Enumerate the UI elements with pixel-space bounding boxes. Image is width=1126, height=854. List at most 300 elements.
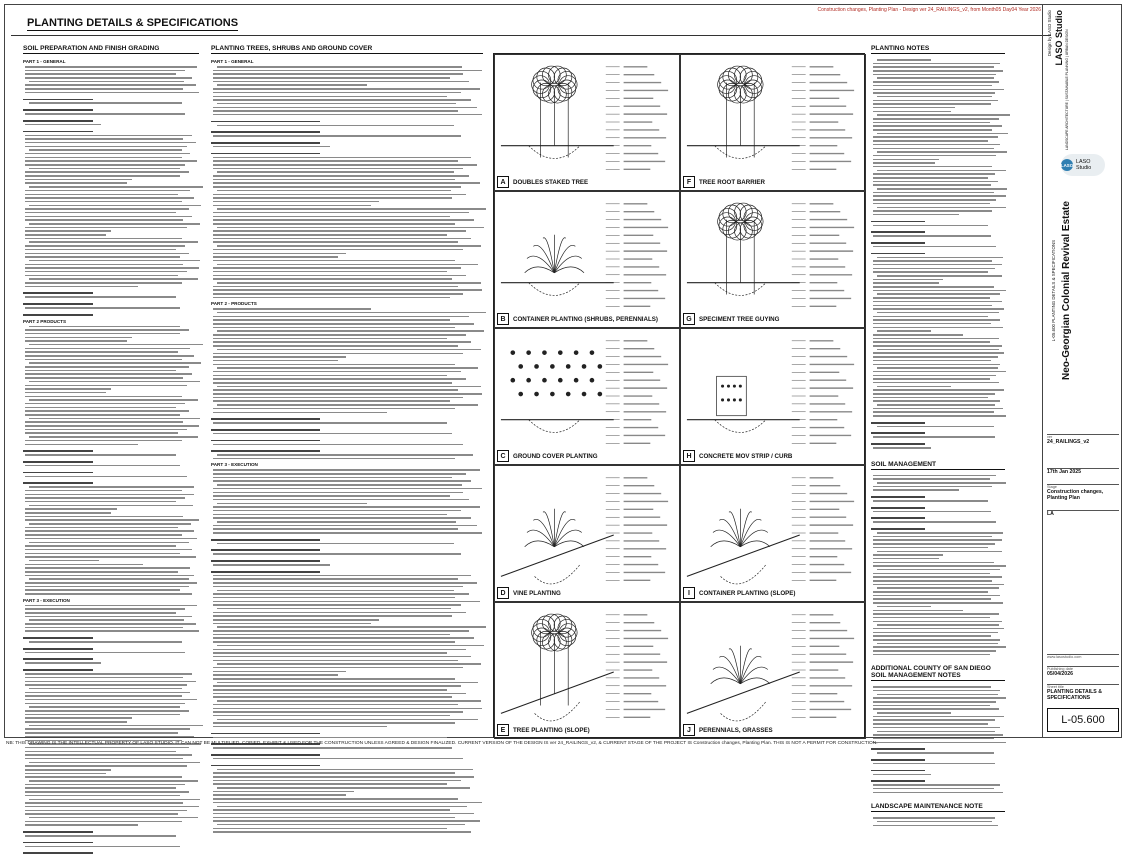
- spec-text-line: [217, 125, 454, 127]
- spec-text-line: [873, 646, 1006, 648]
- spec-text-line: [25, 501, 176, 503]
- detail-drawing: [681, 603, 865, 738]
- spec-text-line: [217, 454, 473, 456]
- spec-text-line: [873, 122, 990, 124]
- spec-text-line: [211, 121, 320, 123]
- spec-text-line: [23, 648, 93, 650]
- spec-text-line: [25, 699, 197, 701]
- spec-text-line: [217, 66, 462, 68]
- spec-text-line: [25, 824, 138, 826]
- detail-drawing: [681, 55, 865, 190]
- spec-text-line: [213, 831, 471, 833]
- detail-caption: [497, 450, 598, 462]
- spec-text-line: [213, 356, 346, 358]
- spec-text-line: [29, 523, 191, 525]
- detail-letter: C: [497, 450, 509, 462]
- spec-text-line: [213, 201, 379, 203]
- spec-text-line: [213, 341, 471, 343]
- spec-text-line: [213, 671, 346, 673]
- spec-text-line: [25, 333, 180, 335]
- spec-text-line: [873, 500, 988, 502]
- spec-text-line: [25, 92, 199, 94]
- spec-text-line: [217, 330, 484, 332]
- spec-text-line: [25, 249, 176, 251]
- sheet-number: L-05.600: [1047, 708, 1119, 732]
- spec-text-line: [213, 267, 461, 269]
- spec-text-line: [25, 556, 196, 558]
- spec-text-line: [29, 486, 194, 488]
- spec-text-line: [873, 235, 991, 237]
- spec-text-line: [873, 635, 991, 637]
- spec-text-line: [25, 673, 192, 675]
- spec-text-line: [871, 759, 925, 761]
- spec-text-line: [877, 170, 1006, 172]
- spec-text-line: [873, 92, 995, 94]
- spec-text-line: [213, 241, 458, 243]
- maintenance-note-text: [871, 817, 1005, 826]
- spec-text-line: [873, 436, 995, 438]
- spec-text-line: [25, 403, 185, 405]
- spec-text-line: [217, 521, 456, 523]
- spec-text-line: [217, 663, 481, 665]
- spec-text-line: [217, 824, 465, 826]
- detail-ground-cover-planting: [494, 328, 680, 465]
- logo-text: LASO Studio: [1076, 159, 1092, 171]
- spec-text-line: [29, 641, 182, 643]
- spec-text-line: [211, 142, 320, 144]
- spec-text-line: [871, 507, 925, 509]
- spec-text-line: [873, 788, 994, 790]
- spec-text-line: [213, 327, 455, 329]
- spec-text-line: [29, 399, 198, 401]
- spec-text-line: [25, 586, 189, 588]
- spec-text-line: [873, 742, 1006, 744]
- spec-text-line: [877, 312, 999, 314]
- spec-text-line: [873, 246, 996, 248]
- spec-text-line: [213, 293, 463, 295]
- spec-text-line: [25, 138, 183, 140]
- spec-text-line: [211, 539, 320, 541]
- spec-text-line: [213, 182, 480, 184]
- detail-drawing: [495, 55, 679, 190]
- version-label: ver: [1047, 435, 1053, 439]
- spec-text-line: [873, 602, 1003, 604]
- spec-text-line: [23, 120, 93, 122]
- spec-text-line: [29, 344, 203, 346]
- spec-text-line: [29, 799, 200, 801]
- spec-text-line: [873, 547, 988, 549]
- spec-text-line: [213, 783, 447, 785]
- detail-drawing: [681, 192, 865, 327]
- spec-text-line: [25, 264, 183, 266]
- spec-text-line: [25, 684, 187, 686]
- spec-text-line: [213, 667, 463, 669]
- spec-text-line: [217, 282, 481, 284]
- spec-text-line: [213, 433, 452, 435]
- spec-text-line: [25, 164, 185, 166]
- detail-name: CONCRETE MOV STRIP / CURB: [699, 452, 793, 460]
- spec-text-line: [29, 418, 200, 420]
- spec-text-line: [25, 821, 182, 823]
- spec-text-line: [213, 186, 461, 188]
- date-box: [1047, 468, 1119, 482]
- sheet-title-box: [1047, 684, 1119, 706]
- spec-text-line: [213, 271, 447, 273]
- spec-text-line: [213, 578, 458, 580]
- spec-text-line: [217, 264, 478, 266]
- spec-text-line: [213, 506, 480, 508]
- spec-text-line: [873, 100, 998, 102]
- spec-text-line: [213, 586, 463, 588]
- detail-drawing: [495, 603, 679, 738]
- spec-text-line: [25, 425, 199, 427]
- spec-text-line: [25, 271, 187, 273]
- spec-text-line: [873, 125, 1002, 127]
- spec-text-line: [873, 155, 996, 157]
- spec-text-line: [25, 77, 192, 79]
- stage-label: Stage: [1047, 485, 1057, 489]
- spec-text-line: [25, 652, 185, 654]
- spec-text-line: [873, 697, 1006, 699]
- spec-text-line: [873, 173, 995, 175]
- spec-text-line: [25, 516, 183, 518]
- spec-text-line: [25, 630, 199, 632]
- footer-disclaimer: NB: THIS DRAWING IS THE INTELLECTUAL PROPERTY OF LASO STUDIO. IT CAN NOT BE MULTIPLIED, COPIED, EXHIBIT & USED FOR THE CONSTRUCTION UNLESS AGREED & DESIGN FINALIZED. CURRENT VERSION OF THE DESIGN IS ver 24_RAILINGS_v2, & CURRENT STAGE OF THE PROJECT IS Construction changes, Planting Plan. THIS IS NOT A PERMIT FOR CONSTRUCTION.: [6, 741, 878, 746]
- detail-name: CONTAINER PLANTING (SLOPE): [699, 589, 796, 597]
- detail-letter: B: [497, 313, 509, 325]
- spec-text-line: [873, 214, 959, 216]
- spec-text-line: [213, 360, 338, 362]
- spec-text-line: [873, 352, 1004, 354]
- title-divider: [11, 35, 1051, 36]
- spec-text-line: [217, 227, 484, 229]
- publish-date-label: Publishing date: [1047, 667, 1073, 671]
- spec-text-line: [25, 497, 185, 499]
- county-soil-notes-heading: ADDITIONAL COUNTY OF SAN DIEGO SOIL MANAGEMENT NOTES: [871, 665, 1005, 681]
- spec-text-line: [873, 103, 991, 105]
- spec-text-line: [25, 534, 182, 536]
- detail-container-planting-slope: [680, 465, 866, 602]
- spec-text-line: [213, 219, 474, 221]
- spec-text-line: [213, 308, 371, 310]
- spec-text-line: [873, 536, 992, 538]
- spec-text-line: [213, 297, 450, 299]
- spec-text-line: [25, 545, 176, 547]
- spec-text-line: [25, 806, 199, 808]
- spec-text-line: [25, 508, 117, 510]
- spec-text-line: [873, 159, 939, 161]
- spec-text-line: [877, 606, 931, 608]
- spec-text-line: [25, 813, 178, 815]
- spec-text-line: [877, 404, 995, 406]
- spec-text-line: [211, 560, 320, 562]
- website: www.lasostudio.com: [1047, 655, 1082, 659]
- spec-text-line: [25, 512, 111, 514]
- spec-text-line: [25, 612, 176, 614]
- spec-text-line: [25, 553, 180, 555]
- spec-text-line: [25, 234, 106, 236]
- spec-text-line: [25, 396, 182, 398]
- spec-text-line: [213, 400, 450, 402]
- planting-part-1-heading: PART 1 - GENERAL: [211, 59, 254, 64]
- spec-text-line: [873, 195, 1006, 197]
- spec-text-line: [873, 701, 996, 703]
- spec-text-line: [211, 754, 320, 756]
- spec-text-line: [211, 765, 320, 767]
- spec-text-line: [25, 373, 192, 375]
- spec-text-line: [29, 362, 201, 364]
- location-box: [1047, 510, 1119, 524]
- spec-text-line: [873, 763, 995, 765]
- spec-text-line: [213, 212, 469, 214]
- spec-text-line: [877, 330, 931, 332]
- spec-text-line: [25, 84, 196, 86]
- spec-text-line: [873, 66, 994, 68]
- spec-text-line: [873, 686, 991, 688]
- spec-text-line: [873, 290, 1006, 292]
- detail-letter: F: [683, 176, 695, 188]
- spec-text-line: [25, 286, 138, 288]
- spec-text-line: [873, 632, 998, 634]
- spec-text-line: [873, 774, 931, 776]
- spec-text-line: [213, 510, 461, 512]
- spec-text-line: [873, 268, 995, 270]
- spec-text-line: [213, 70, 482, 72]
- spec-text-line: [25, 728, 190, 730]
- spec-text-line: [217, 349, 481, 351]
- spec-text-line: [213, 597, 455, 599]
- spec-text-line: [23, 669, 93, 671]
- spec-text-line: [877, 349, 999, 351]
- spec-text-line: [213, 175, 469, 177]
- detail-caption: [497, 313, 658, 325]
- detail-drawing: [495, 329, 679, 464]
- spec-text-line: [25, 421, 183, 423]
- spec-text-line: [873, 140, 988, 142]
- detail-perennials-grasses: [680, 602, 866, 739]
- spec-text-line: [213, 249, 463, 251]
- spec-text-line: [873, 613, 999, 615]
- location-value: LA: [1047, 511, 1054, 517]
- detail-letter: H: [683, 450, 695, 462]
- detail-drawing: [495, 192, 679, 327]
- spec-text-line: [25, 351, 178, 353]
- spec-text-line: [213, 397, 463, 399]
- spec-text-line: [213, 528, 458, 530]
- spec-text-line: [213, 216, 450, 218]
- spec-text-line: [213, 114, 482, 116]
- spec-text-line: [29, 149, 182, 151]
- spec-text-line: [873, 364, 1000, 366]
- spec-text-line: [873, 81, 999, 83]
- spec-text-line: [23, 658, 93, 660]
- spec-text-line: [25, 190, 190, 192]
- detail-caption: [683, 450, 792, 462]
- spec-text-line: [873, 486, 992, 488]
- spec-text-line: [213, 135, 461, 137]
- spec-text-line: [25, 113, 185, 115]
- spec-text-line: [873, 286, 994, 288]
- website-box: [1047, 654, 1119, 664]
- spec-text-line: [25, 348, 190, 350]
- spec-text-line: [25, 153, 190, 155]
- spec-text-line: [213, 408, 455, 410]
- spec-text-line: [213, 477, 452, 479]
- spec-text-line: [29, 780, 198, 782]
- spec-text-line: [213, 338, 447, 340]
- spec-text-line: [873, 184, 991, 186]
- spec-text-line: [213, 828, 447, 830]
- soil-part-2-heading: PART 2 PRODUCTS: [23, 318, 67, 324]
- spec-text-line: [873, 447, 931, 449]
- spec-text-line: [211, 429, 320, 431]
- spec-text-line: [873, 591, 988, 593]
- spec-text-line: [873, 162, 935, 164]
- spec-text-line: [873, 650, 996, 652]
- planting-notes-heading: PLANTING NOTES: [871, 45, 1005, 54]
- spec-text-line: [871, 231, 925, 233]
- spec-text-line: [25, 758, 183, 760]
- spec-text-line: [25, 564, 143, 566]
- spec-text-line: [213, 715, 450, 717]
- spec-text-line: [25, 73, 176, 75]
- spec-text-line: [25, 340, 127, 342]
- spec-text-line: [213, 234, 447, 236]
- spec-text-line: [211, 733, 320, 735]
- spec-text-line: [873, 639, 1000, 641]
- spec-text-line: [213, 389, 458, 391]
- spec-text-line: [213, 623, 371, 625]
- spec-text-line: [25, 582, 197, 584]
- spec-text-line: [25, 490, 182, 492]
- spec-text-line: [877, 482, 1006, 484]
- spec-text-line: [871, 496, 925, 498]
- detail-name: GROUND COVER PLANTING: [513, 452, 598, 460]
- spec-text-line: [873, 181, 998, 183]
- spec-text-line: [213, 253, 346, 255]
- detail-drawing: [681, 329, 865, 464]
- spec-text-line: [25, 751, 176, 753]
- spec-text-line: [213, 88, 480, 90]
- spec-text-line: [213, 256, 338, 258]
- spec-text-line: [217, 787, 470, 789]
- soil-part-1-text: [23, 66, 199, 316]
- spec-text-line: [25, 465, 180, 467]
- spec-text-line: [213, 649, 466, 651]
- spec-text-line: [873, 400, 1000, 402]
- spec-text-line: [213, 802, 482, 804]
- detail-name: SPECIMENT TREE GUYING: [699, 315, 780, 323]
- spec-text-line: [871, 528, 925, 530]
- spec-text-line: [29, 560, 99, 562]
- spec-text-line: [873, 378, 990, 380]
- spec-text-line: [873, 89, 1004, 91]
- spec-text-line: [25, 337, 132, 339]
- spec-text-line: [877, 133, 1008, 135]
- spec-text-line: [873, 356, 998, 358]
- detail-name: TREE ROOT BARRIER: [699, 178, 766, 186]
- spec-text-line: [217, 312, 486, 314]
- spec-text-line: [213, 197, 452, 199]
- spec-text-line: [213, 179, 455, 181]
- spec-text-line: [217, 484, 462, 486]
- spec-text-line: [217, 682, 478, 684]
- spec-text-line: [217, 103, 456, 105]
- spec-text-line: [25, 494, 194, 496]
- spec-text-line: [873, 784, 1000, 786]
- spec-text-line: [213, 772, 455, 774]
- spec-text-line: [25, 732, 178, 734]
- detail-name: VINE PLANTING: [513, 589, 561, 597]
- spec-text-line: [873, 825, 998, 827]
- spec-text-line: [213, 92, 461, 94]
- spec-text-line: [877, 752, 994, 754]
- design-date: 17th Jan 2025: [1047, 469, 1082, 475]
- spec-text-line: [213, 375, 447, 377]
- soil-part-3-text: [23, 605, 199, 854]
- spec-text-line: [213, 289, 482, 291]
- spec-text-line: [873, 584, 1004, 586]
- spec-text-line: [25, 219, 183, 221]
- spec-text-line: [871, 780, 925, 782]
- spec-text-line: [213, 319, 450, 321]
- spec-text-line: [25, 721, 127, 723]
- spec-text-line: [23, 482, 93, 484]
- spec-text-line: [873, 475, 996, 477]
- spec-text-line: [877, 188, 1007, 190]
- spec-text-line: [213, 238, 471, 240]
- spec-text-line: [217, 769, 473, 771]
- spec-text-line: [25, 714, 180, 716]
- spec-text-line: [213, 582, 477, 584]
- spec-text-line: [873, 628, 1004, 630]
- spec-text-line: [213, 685, 461, 687]
- spec-text-line: [873, 199, 996, 201]
- spec-text-line: [213, 780, 461, 782]
- spec-text-line: [871, 443, 925, 445]
- spec-text-line: [25, 135, 192, 137]
- spec-text-line: [25, 575, 194, 577]
- planting-details-grid: [493, 53, 865, 738]
- spec-text-line: [873, 360, 991, 362]
- spec-text-line: [213, 726, 387, 728]
- spec-text-line: [213, 514, 447, 516]
- spec-text-line: [25, 454, 176, 456]
- spec-text-line: [25, 370, 176, 372]
- spec-text-line: [877, 643, 998, 645]
- spec-text-line: [25, 179, 132, 181]
- spec-text-line: [217, 700, 481, 702]
- publish-date: 05/04/2026: [1047, 671, 1073, 677]
- spec-text-line: [873, 617, 990, 619]
- spec-text-line: [873, 521, 996, 523]
- spec-text-line: [217, 367, 478, 369]
- spec-text-line: [871, 748, 925, 750]
- spec-text-line: [873, 580, 992, 582]
- detail-concrete-mow-strip: [680, 328, 866, 465]
- spec-text-line: [213, 96, 447, 98]
- soil-preparation-column: [23, 45, 199, 854]
- spec-text-line: [25, 175, 180, 177]
- spec-text-line: [25, 66, 197, 68]
- soil-part-2-text: [23, 326, 199, 595]
- detail-letter: I: [683, 587, 695, 599]
- spec-text-line: [217, 245, 481, 247]
- spec-text-line: [25, 593, 192, 595]
- spec-text-line: [25, 784, 185, 786]
- spec-text-line: [25, 201, 182, 203]
- spec-text-line: [871, 221, 925, 223]
